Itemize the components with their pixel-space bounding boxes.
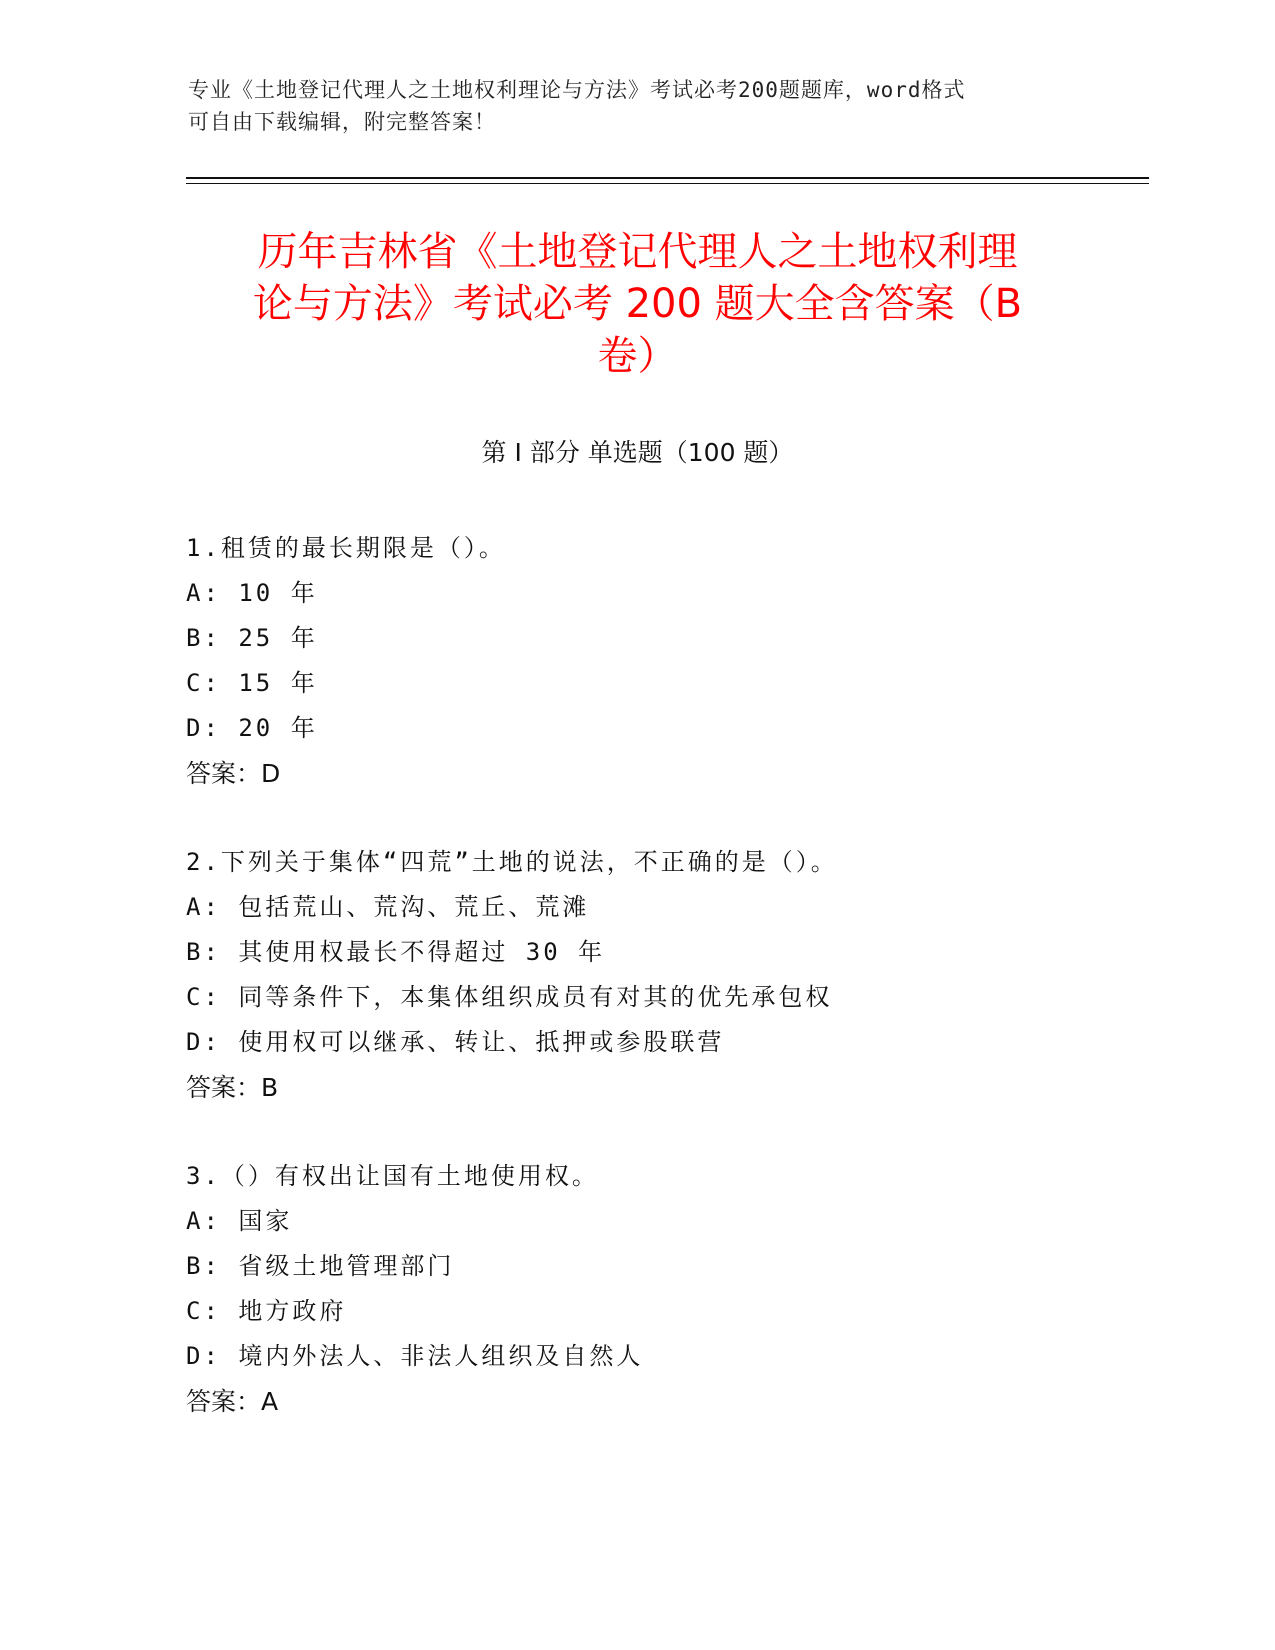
- header-note-line-1: 专业《土地登记代理人之土地权利理论与方法》考试必考200题题库，word格式: [188, 78, 966, 102]
- option-b: B: 省级土地管理部门: [186, 1252, 455, 1280]
- option-b: B: 25 年: [186, 624, 318, 652]
- header-note: [188, 74, 1088, 138]
- question-3: [186, 1154, 1136, 1424]
- option-d: D: 20 年: [186, 714, 318, 742]
- answer-text: 答案：A: [186, 1387, 279, 1416]
- option-c: C: 15 年: [186, 669, 318, 697]
- question-stem: 2.下列关于集体“四荒”土地的说法，不正确的是（）。: [186, 848, 838, 876]
- answer-text: 答案：D: [186, 759, 281, 788]
- option-d: D: 境内外法人、非法人组织及自然人: [186, 1342, 644, 1370]
- document-title-line-2: 论与方法》考试必考 200 题大全含答案（B: [252, 281, 1023, 327]
- option-c: C: 地方政府: [186, 1297, 347, 1325]
- question-stem: 3.（）有权出让国有土地使用权。: [186, 1162, 599, 1190]
- question-stem: 1.租赁的最长期限是（）。: [186, 534, 506, 562]
- document-title: [180, 226, 1095, 382]
- option-d: D: 使用权可以继承、转让、抵押或参股联营: [186, 1028, 725, 1056]
- option-a: A: 国家: [186, 1207, 293, 1235]
- document-title-line-3: 卷）: [597, 333, 678, 379]
- header-divider-thin: [186, 183, 1149, 184]
- document-title-line-1: 历年吉林省《土地登记代理人之土地权利理: [257, 229, 1018, 275]
- header-note-line-2: 可自由下载编辑，附完整答案！: [188, 110, 496, 134]
- answer-text: 答案：B: [186, 1073, 279, 1102]
- option-b: B: 其使用权最长不得超过 30 年: [186, 938, 606, 966]
- option-a: A: 包括荒山、荒沟、荒丘、荒滩: [186, 893, 590, 921]
- question-list: [186, 526, 1136, 1468]
- section-title: 第 I 部分 单选题（100 题）: [481, 438, 794, 467]
- option-a: A: 10 年: [186, 579, 318, 607]
- question-1: [186, 526, 1136, 796]
- option-c: C: 同等条件下，本集体组织成员有对其的优先承包权: [186, 983, 833, 1011]
- header-divider-thick: [186, 177, 1149, 179]
- question-2: [186, 840, 1136, 1110]
